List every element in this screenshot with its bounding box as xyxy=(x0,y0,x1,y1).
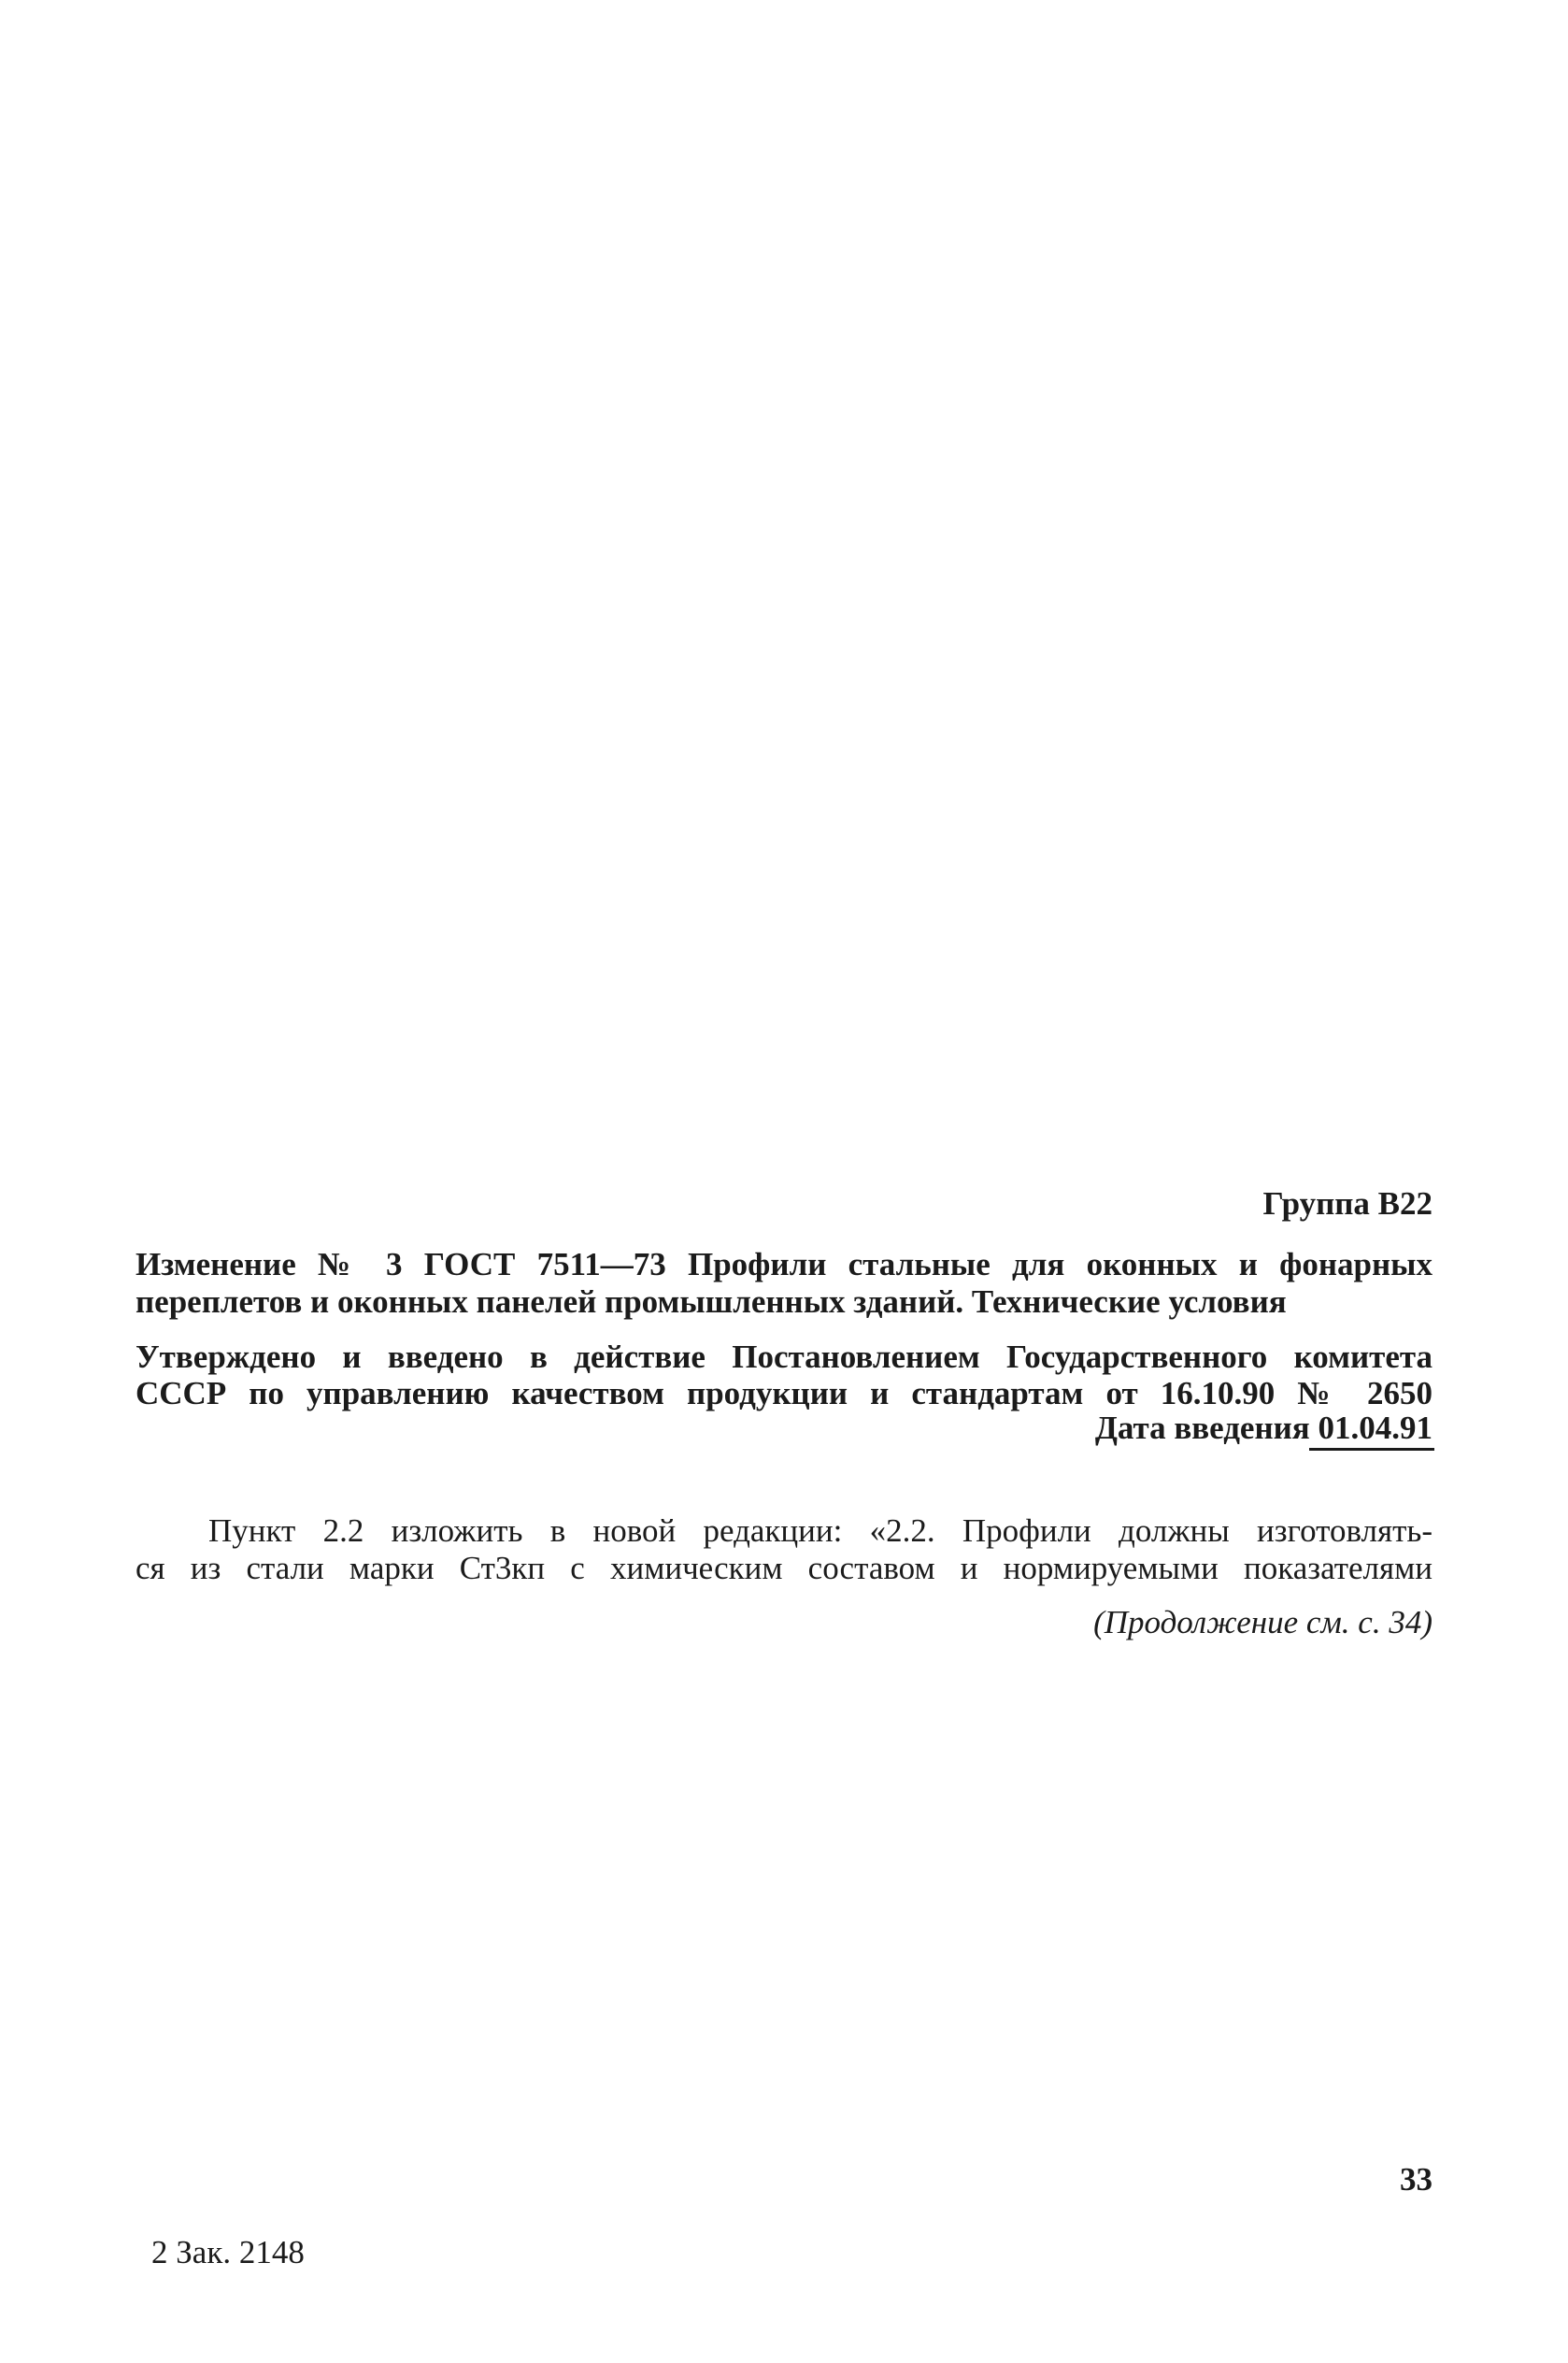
body-text-line-1 xyxy=(135,1512,1433,1550)
approval-line-2: СССР по управлению качеством продукции и стандартам от 16.10.90 № 2650 xyxy=(135,1375,1433,1411)
date-underline xyxy=(1309,1448,1435,1451)
print-order-reference: 2 Зак. 2148 xyxy=(151,2234,305,2270)
body-text-line-2: ся из стали марки Ст3кп с химическим составом и нормируемыми показателями xyxy=(135,1550,1433,1586)
introduction-date-value-wrap xyxy=(1319,1410,1433,1447)
approval-line-1: Утверждено и введено в действие Постановлением Государственного комитета xyxy=(135,1339,1433,1375)
introduction-date-value: 01.04.91 xyxy=(1318,1410,1433,1446)
classification-group: Группа В22 xyxy=(1262,1185,1433,1222)
continuation-note: (Продолжение см. с. 34) xyxy=(1093,1604,1433,1640)
change-title-line-1: Изменение № 3 ГОСТ 7511—73 Профили стальные для оконных и фонарных xyxy=(135,1246,1433,1282)
introduction-date-label: Дата введения xyxy=(1094,1410,1310,1446)
body-text-line-1-content: Пункт 2.2 изложить в новой редакции: «2.2. Профили должны изготовлять- xyxy=(208,1512,1433,1549)
change-title-line-2: переплетов и оконных панелей промышленных зданий. Технические условия xyxy=(135,1283,1287,1320)
introduction-date-line xyxy=(135,1410,1433,1447)
page-number: 33 xyxy=(1400,2161,1433,2198)
